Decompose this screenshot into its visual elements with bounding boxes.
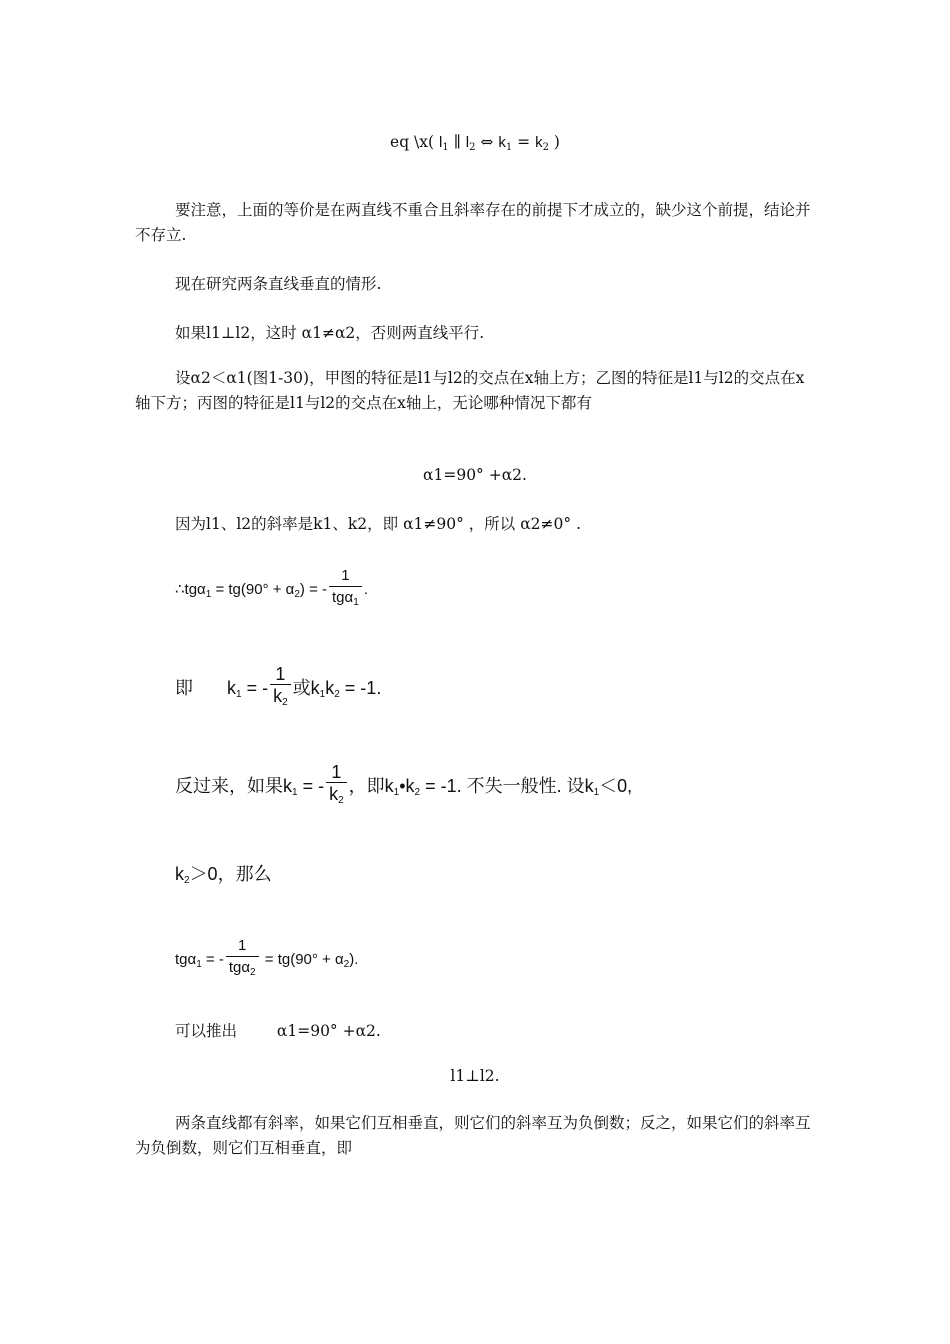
equation-alpha-relation: α1=90° +α2. bbox=[423, 466, 527, 484]
paragraph-slopes: 因为l1、l2的斜率是k1、k2，即 α1≠90° ，所以 α2≠0° . bbox=[175, 515, 581, 533]
equation-conclusion: 可以推出 α1=90° +α2. bbox=[175, 1022, 381, 1040]
fraction: $\frac{1}{k_2}$ bbox=[270, 664, 291, 714]
paragraph-figure-description: 设α2＜α1(图1-30)，甲图的特征是l1与l2的交点在x轴上方；乙图的特征是l1与l2的交点在x轴下方；丙图的特征是l1与l2的交点在x轴上，无论哪种情况下都有 bbox=[135, 369, 805, 412]
paragraph-if-perpendicular: 如果l1⊥l2，这时 α1≠α2，否则两直线平行. bbox=[175, 324, 485, 342]
equation-k2-positive: $k_2>0$，那么 bbox=[175, 864, 272, 886]
fraction: $\frac{1}{k_2}$ bbox=[326, 762, 347, 812]
paragraph-theorem: 两条直线都有斜率，如果它们互相垂直，则它们的斜率互为负倒数；反之，如果它们的斜率互为负倒数，则它们互相垂直，即 bbox=[135, 1114, 811, 1157]
equation-slope-product: 即 $k_1$ = - $\frac{1}{k_2}$ 或$k_1k_2 = -1$. bbox=[175, 664, 381, 714]
paragraph-note: 要注意，上面的等价是在两直线不重合且斜率存在的前提下才成立的，缺少这个前提，结论并不存立. bbox=[135, 201, 811, 244]
equation-parallel: eq \x( $l_1$ ∥ $l_2$ ⇔ $k_1 = k_2$ ) bbox=[390, 133, 560, 153]
equation-tangent-1: ∴tgα$_1$ = $tg(90^\circ + \alpha_2)$ = - $\frac{1}{tg\alpha_1}$ . bbox=[175, 566, 368, 614]
equation-tangent-2: tgα$_1$ = - $\frac{1}{tg\alpha_2}$ = $tg(90^\circ + \alpha_2)$. bbox=[175, 936, 358, 984]
equation-perpendicular: l1⊥l2. bbox=[450, 1067, 500, 1085]
equation-converse: 反过来，如果$k_1$ = - $\frac{1}{k_2}$ ，即$k_1•k_2 = -1$. 不失一般性. 设$k_1<0$, bbox=[175, 762, 632, 812]
fraction: $\frac{1}{tg\alpha_1}$ bbox=[329, 566, 362, 614]
fraction: $\frac{1}{tg\alpha_2}$ bbox=[226, 936, 259, 984]
paragraph-perpendicular-intro: 现在研究两条直线垂直的情形. bbox=[175, 275, 382, 293]
